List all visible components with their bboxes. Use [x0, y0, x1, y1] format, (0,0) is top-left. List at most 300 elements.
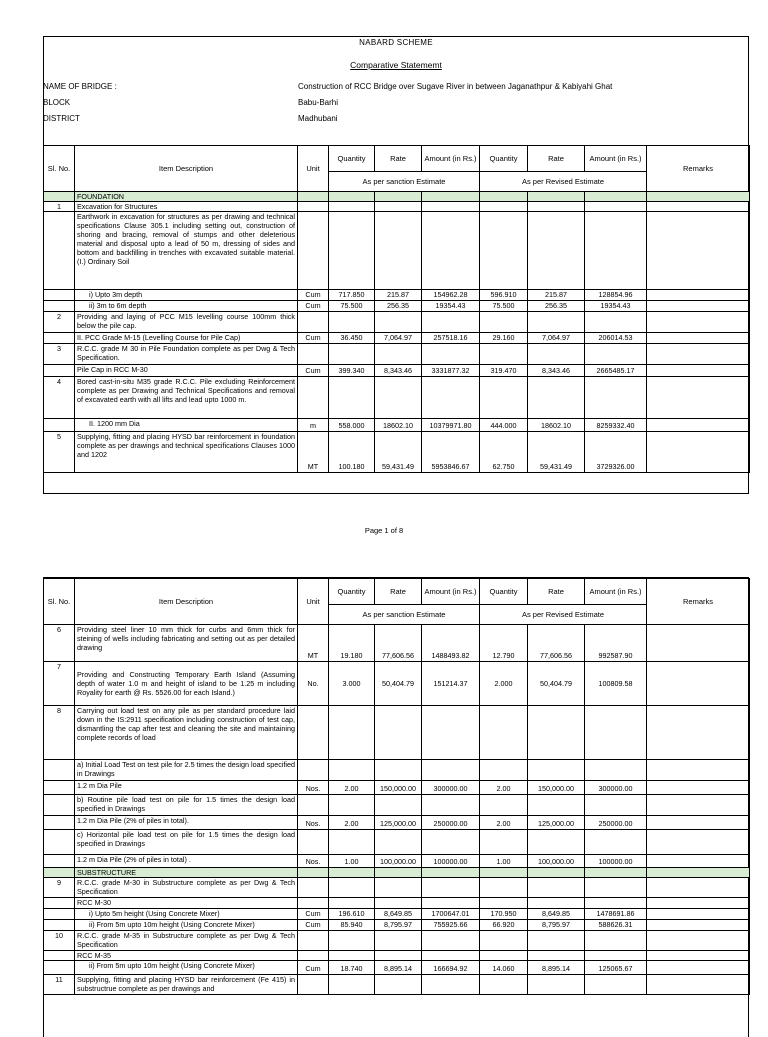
- remarks-cell: [647, 377, 750, 419]
- table-row: [44, 706, 750, 760]
- amount-cell: [422, 975, 480, 995]
- table-row: [44, 816, 750, 830]
- rate-cell: [375, 795, 422, 816]
- sl-no-cell: 11: [44, 975, 75, 995]
- quantity-cell: [329, 202, 375, 212]
- statement-page-2: [43, 577, 749, 1037]
- quantity-cell: [480, 312, 528, 333]
- district-value: Madhubani: [298, 114, 338, 123]
- remarks-cell: [647, 781, 750, 795]
- item-header: Item Description: [75, 146, 298, 192]
- rate-cell: 100,000.00: [528, 855, 585, 868]
- remarks-cell: [647, 855, 750, 868]
- amount-cell: [585, 878, 647, 898]
- quantity-cell: 170.950: [480, 909, 528, 920]
- unit-cell: [298, 898, 329, 909]
- table-row: [44, 432, 750, 473]
- item-description-cell: ii) From 5m upto 10m height (Using Concrete Mixer): [75, 961, 298, 975]
- unit-cell: [298, 344, 329, 365]
- item-description-cell: ii) 3m to 6m depth: [75, 301, 298, 312]
- amount-cell: [422, 344, 480, 365]
- unit-cell: MT: [298, 432, 329, 473]
- amount-cell: [585, 868, 647, 878]
- rate-cell: 18602.10: [528, 419, 585, 432]
- unit-cell: [298, 377, 329, 419]
- amount-cell: [422, 931, 480, 951]
- remarks-cell: [647, 202, 750, 212]
- unit-cell: Cum: [298, 961, 329, 975]
- amount-cell: [585, 830, 647, 855]
- sanction-header: As per sanction Estimate: [329, 172, 480, 192]
- block-value: Babu-Barhi: [298, 98, 339, 107]
- amount-cell: [422, 312, 480, 333]
- table-row: [44, 795, 750, 816]
- table-row: [44, 202, 750, 212]
- rate-cell: 7,064.97: [375, 333, 422, 344]
- table-row: [44, 898, 750, 909]
- quantity-cell: [329, 760, 375, 781]
- unit-cell: [298, 830, 329, 855]
- rate-cell: 50,404.79: [528, 662, 585, 706]
- unit-cell: [298, 202, 329, 212]
- rate-cell: [375, 706, 422, 760]
- amount-cell: 8259332.40: [585, 419, 647, 432]
- unit-cell: [298, 951, 329, 961]
- amount-cell: 992587.90: [585, 625, 647, 662]
- rate-cell: [375, 898, 422, 909]
- amount-cell: 166694.92: [422, 961, 480, 975]
- rate-cell: [528, 192, 585, 202]
- table-row: [44, 301, 750, 312]
- item-description-cell: II. 1200 mm Dia: [75, 419, 298, 432]
- unit-cell: [298, 868, 329, 878]
- sl-no-cell: [44, 760, 75, 781]
- statement-header: [44, 37, 748, 145]
- rate-cell: 77,606.56: [375, 625, 422, 662]
- rate-cell: 8,895.14: [528, 961, 585, 975]
- rate-cell: [375, 202, 422, 212]
- unit-cell: m: [298, 419, 329, 432]
- rate-cell: [375, 212, 422, 290]
- remarks-cell: [647, 432, 750, 473]
- rate-cell: 8,649.85: [375, 909, 422, 920]
- amount-cell: [422, 192, 480, 202]
- item-description-cell: FOUNDATION: [75, 192, 298, 202]
- sl-no-cell: [44, 920, 75, 931]
- amount-header: Amount (in Rs.): [585, 579, 647, 605]
- rate-cell: [528, 868, 585, 878]
- quantity-cell: 100.180: [329, 432, 375, 473]
- amount-cell: [585, 212, 647, 290]
- qty-header: Quantity: [480, 579, 528, 605]
- item-description-cell: i) Upto 5m height (Using Concrete Mixer): [75, 909, 298, 920]
- rate-cell: [528, 344, 585, 365]
- amount-cell: [585, 898, 647, 909]
- rate-cell: [375, 192, 422, 202]
- quantity-cell: 2.00: [480, 816, 528, 830]
- amount-cell: [585, 377, 647, 419]
- amount-header: Amount (in Rs.): [422, 146, 480, 172]
- comparative-table-page-2: [43, 578, 750, 995]
- unit-cell: [298, 975, 329, 995]
- quantity-cell: [480, 212, 528, 290]
- rate-cell: 18602.10: [375, 419, 422, 432]
- rate-cell: 215.87: [528, 290, 585, 301]
- unit-cell: [298, 212, 329, 290]
- table-row: [44, 781, 750, 795]
- sl-no-cell: 6: [44, 625, 75, 662]
- rate-cell: 59,431.49: [375, 432, 422, 473]
- quantity-cell: 2.00: [329, 816, 375, 830]
- item-description-cell: SUBSTRUCTURE: [75, 868, 298, 878]
- sl-no-cell: [44, 898, 75, 909]
- sl-header: Sl. No.: [44, 579, 75, 625]
- rate-cell: [375, 951, 422, 961]
- amount-cell: [422, 898, 480, 909]
- remarks-cell: [647, 290, 750, 301]
- table-row: [44, 975, 750, 995]
- remarks-cell: [647, 830, 750, 855]
- unit-cell: Nos.: [298, 816, 329, 830]
- quantity-cell: 12.790: [480, 625, 528, 662]
- table-row: [44, 951, 750, 961]
- item-description-cell: 1.2 m Dia Pile (2% of piles in total).: [75, 816, 298, 830]
- remarks-cell: [647, 795, 750, 816]
- amount-cell: 300000.00: [585, 781, 647, 795]
- rate-cell: [528, 898, 585, 909]
- quantity-cell: 18.740: [329, 961, 375, 975]
- table-row: [44, 878, 750, 898]
- table-row: [44, 961, 750, 975]
- table-row: [44, 931, 750, 951]
- rate-cell: 77,606.56: [528, 625, 585, 662]
- table-row: [44, 365, 750, 377]
- amount-cell: 250000.00: [585, 816, 647, 830]
- quantity-cell: 196.610: [329, 909, 375, 920]
- sl-no-cell: [44, 830, 75, 855]
- remarks-cell: [647, 951, 750, 961]
- scheme-title: NABARD SCHEME: [359, 38, 433, 47]
- item-description-cell: Pile Cap in RCC M-30: [75, 365, 298, 377]
- district-label: DISTRICT: [43, 114, 80, 123]
- quantity-cell: [329, 878, 375, 898]
- unit-cell: [298, 706, 329, 760]
- unit-cell: Cum: [298, 290, 329, 301]
- rate-cell: [528, 795, 585, 816]
- amount-cell: 125065.67: [585, 961, 647, 975]
- sl-no-cell: 5: [44, 432, 75, 473]
- remarks-cell: [647, 312, 750, 333]
- quantity-cell: [329, 795, 375, 816]
- rate-cell: [375, 878, 422, 898]
- item-description-cell: Bored cast-in-situ M35 grade R.C.C. Pile excluding Reinforcement complete as per Drawing and Technical Specifications and removal of excavated earth with all lifts and lead upto 1000 m.: [75, 377, 298, 419]
- sl-no-cell: [44, 290, 75, 301]
- sl-no-cell: [44, 781, 75, 795]
- rate-cell: [528, 202, 585, 212]
- quantity-cell: [329, 344, 375, 365]
- amount-cell: [422, 878, 480, 898]
- sl-no-cell: [44, 365, 75, 377]
- amount-cell: [585, 344, 647, 365]
- amount-cell: [422, 202, 480, 212]
- rate-cell: 8,649.85: [528, 909, 585, 920]
- rate-cell: [528, 760, 585, 781]
- sl-no-cell: 3: [44, 344, 75, 365]
- quantity-cell: 3.000: [329, 662, 375, 706]
- amount-cell: [585, 795, 647, 816]
- amount-cell: [585, 312, 647, 333]
- sl-no-cell: 7: [44, 662, 75, 706]
- table-body: [44, 579, 750, 995]
- table-row: [44, 344, 750, 365]
- rate-cell: 256.35: [528, 301, 585, 312]
- amount-cell: 100000.00: [585, 855, 647, 868]
- unit-cell: MT: [298, 625, 329, 662]
- unit-cell: [298, 931, 329, 951]
- rate-cell: 125,000.00: [375, 816, 422, 830]
- remarks-cell: [647, 365, 750, 377]
- quantity-cell: [480, 377, 528, 419]
- amount-cell: 250000.00: [422, 816, 480, 830]
- remarks-cell: [647, 909, 750, 920]
- sl-no-cell: [44, 909, 75, 920]
- amount-cell: 588626.31: [585, 920, 647, 931]
- quantity-cell: [480, 878, 528, 898]
- item-header: Item Description: [75, 579, 298, 625]
- quantity-cell: 2.00: [480, 781, 528, 795]
- sl-no-cell: [44, 868, 75, 878]
- amount-cell: 300000.00: [422, 781, 480, 795]
- quantity-cell: 444.000: [480, 419, 528, 432]
- quantity-cell: [480, 975, 528, 995]
- quantity-cell: 29.160: [480, 333, 528, 344]
- amount-cell: [422, 830, 480, 855]
- item-description-cell: 1.2 m Dia Pile (2% of piles in total) .: [75, 855, 298, 868]
- remarks-cell: [647, 760, 750, 781]
- block-label: BLOCK: [43, 98, 71, 107]
- sl-no-cell: 2: [44, 312, 75, 333]
- sl-no-cell: 9: [44, 878, 75, 898]
- sl-no-cell: [44, 333, 75, 344]
- quantity-cell: [480, 760, 528, 781]
- amount-cell: 154962.28: [422, 290, 480, 301]
- item-description-cell: c) Horizontal pile load test on pile for 1.5 times the design load specified in Drawings: [75, 830, 298, 855]
- amount-cell: 19354.43: [585, 301, 647, 312]
- rate-cell: 150,000.00: [528, 781, 585, 795]
- item-description-cell: Supplying, fitting and placing HYSD bar reinforcement in foundation complete as per drawings and technical specifications Clauses 1000 and 1202: [75, 432, 298, 473]
- sl-no-cell: [44, 855, 75, 868]
- rate-header: Rate: [528, 579, 585, 605]
- rate-cell: 150,000.00: [375, 781, 422, 795]
- remarks-cell: [647, 868, 750, 878]
- sl-no-cell: 4: [44, 377, 75, 419]
- rate-cell: [528, 312, 585, 333]
- amount-cell: 1488493.82: [422, 625, 480, 662]
- rate-cell: 7,064.97: [528, 333, 585, 344]
- amount-cell: [585, 760, 647, 781]
- bridge-label: NAME OF BRIDGE :: [43, 82, 117, 91]
- page-number: Page 1 of 8: [364, 526, 404, 535]
- quantity-cell: 14.060: [480, 961, 528, 975]
- quantity-cell: 2.00: [329, 781, 375, 795]
- table-row: [44, 868, 750, 878]
- quantity-cell: [329, 706, 375, 760]
- revised-header: As per Revised Estimate: [480, 172, 647, 192]
- quantity-cell: [480, 344, 528, 365]
- sl-no-cell: [44, 212, 75, 290]
- amount-cell: 1478691.86: [585, 909, 647, 920]
- unit-cell: Cum: [298, 920, 329, 931]
- quantity-cell: 596.910: [480, 290, 528, 301]
- table-row: [44, 312, 750, 333]
- quantity-cell: 1.00: [480, 855, 528, 868]
- quantity-cell: [329, 377, 375, 419]
- table-row: [44, 662, 750, 706]
- item-description-cell: RCC M-35: [75, 951, 298, 961]
- remarks-cell: [647, 920, 750, 931]
- unit-cell: [298, 192, 329, 202]
- statement-title: Comparative Statememt: [350, 60, 442, 70]
- item-description-cell: Providing steel liner 10 mm thick for curbs and 6mm thick for steining of wells including fabricating and setting out as per detailed drawing: [75, 625, 298, 662]
- qty-header: Quantity: [329, 146, 375, 172]
- sl-no-cell: [44, 795, 75, 816]
- item-description-cell: Providing and Constructing Temporary Earth Island (Assuming depth of water 1.0 m and height of island to be 1.25 m including Royality for earth @ Rs. 5526.00 for each Island.): [75, 662, 298, 706]
- sl-no-cell: 1: [44, 202, 75, 212]
- rate-cell: [528, 830, 585, 855]
- sl-no-cell: 8: [44, 706, 75, 760]
- quantity-cell: 717.850: [329, 290, 375, 301]
- remarks-cell: [647, 625, 750, 662]
- unit-cell: [298, 878, 329, 898]
- amount-cell: [585, 202, 647, 212]
- quantity-cell: 19.180: [329, 625, 375, 662]
- table-row: [44, 377, 750, 419]
- sanction-header: As per sanction Estimate: [329, 605, 480, 625]
- remarks-cell: [647, 333, 750, 344]
- quantity-cell: 399.340: [329, 365, 375, 377]
- amount-cell: 3331877.32: [422, 365, 480, 377]
- rate-cell: [375, 868, 422, 878]
- amount-cell: 100000.00: [422, 855, 480, 868]
- quantity-cell: [329, 212, 375, 290]
- quantity-cell: [480, 830, 528, 855]
- table-row: [44, 625, 750, 662]
- amount-cell: 755925.66: [422, 920, 480, 931]
- quantity-cell: [329, 975, 375, 995]
- amount-cell: [585, 975, 647, 995]
- table-row: [44, 855, 750, 868]
- header-row: [44, 579, 750, 605]
- item-description-cell: ii) From 5m upto 10m height (Using Concrete Mixer): [75, 920, 298, 931]
- remarks-header: Remarks: [647, 579, 750, 625]
- rate-cell: 100,000.00: [375, 855, 422, 868]
- sl-no-cell: [44, 961, 75, 975]
- item-description-cell: b) Routine pile load test on pile for 1.5 times the design load specified in Drawings: [75, 795, 298, 816]
- amount-cell: 151214.37: [422, 662, 480, 706]
- sl-no-cell: [44, 419, 75, 432]
- rate-cell: [375, 312, 422, 333]
- table-row: [44, 192, 750, 202]
- unit-cell: Cum: [298, 333, 329, 344]
- table-row: [44, 920, 750, 931]
- quantity-cell: 75.500: [480, 301, 528, 312]
- unit-header: Unit: [298, 146, 329, 192]
- amount-cell: [422, 868, 480, 878]
- sl-no-cell: [44, 301, 75, 312]
- quantity-cell: 558.000: [329, 419, 375, 432]
- amount-cell: [585, 706, 647, 760]
- amount-header: Amount (in Rs.): [422, 579, 480, 605]
- remarks-cell: [647, 706, 750, 760]
- rate-cell: 125,000.00: [528, 816, 585, 830]
- rate-cell: [375, 760, 422, 781]
- amount-cell: [422, 377, 480, 419]
- remarks-cell: [647, 662, 750, 706]
- sl-no-cell: [44, 951, 75, 961]
- unit-cell: Cum: [298, 365, 329, 377]
- rate-cell: 59,431.49: [528, 432, 585, 473]
- item-description-cell: R.C.C. grade M-35 in Substructure complete as per Dwg & Tech Specification: [75, 931, 298, 951]
- rate-cell: 8,343.46: [528, 365, 585, 377]
- quantity-cell: 36.450: [329, 333, 375, 344]
- quantity-cell: [480, 868, 528, 878]
- table-row: [44, 212, 750, 290]
- item-description-cell: Providing and laying of PCC M15 levelling course 100mm thick below the pile cap.: [75, 312, 298, 333]
- quantity-cell: [480, 202, 528, 212]
- quantity-cell: 66.920: [480, 920, 528, 931]
- amount-cell: 19354.43: [422, 301, 480, 312]
- amount-cell: [422, 951, 480, 961]
- quantity-cell: 62.750: [480, 432, 528, 473]
- amount-cell: [585, 192, 647, 202]
- rate-cell: 256.35: [375, 301, 422, 312]
- rate-cell: [375, 931, 422, 951]
- sl-no-cell: [44, 816, 75, 830]
- rate-cell: 50,404.79: [375, 662, 422, 706]
- remarks-cell: [647, 344, 750, 365]
- quantity-cell: 1.00: [329, 855, 375, 868]
- quantity-cell: [480, 931, 528, 951]
- amount-cell: 257518.16: [422, 333, 480, 344]
- remarks-cell: [647, 878, 750, 898]
- amount-cell: [422, 760, 480, 781]
- table-body: [44, 146, 750, 473]
- remarks-cell: [647, 419, 750, 432]
- statement-page-1: [43, 36, 749, 494]
- remarks-cell: [647, 975, 750, 995]
- item-description-cell: Excavation for Structures: [75, 202, 298, 212]
- revised-header: As per Revised Estimate: [480, 605, 647, 625]
- rate-cell: [375, 377, 422, 419]
- table-row: [44, 333, 750, 344]
- rate-cell: [528, 377, 585, 419]
- quantity-cell: 319.470: [480, 365, 528, 377]
- amount-cell: [585, 951, 647, 961]
- unit-cell: Nos.: [298, 855, 329, 868]
- unit-cell: Cum: [298, 909, 329, 920]
- sl-no-cell: [44, 192, 75, 202]
- item-description-cell: Carrying out load test on any pile as per standard procedure laid down in the IS:2911 specification including construction of test cap, dismantling the cap after test and cleaning the site and maintaining complete records of load: [75, 706, 298, 760]
- quantity-cell: [329, 951, 375, 961]
- header-row: [44, 146, 750, 172]
- rate-cell: 8,343.46: [375, 365, 422, 377]
- remarks-cell: [647, 212, 750, 290]
- amount-cell: 3729326.00: [585, 432, 647, 473]
- rate-cell: [528, 931, 585, 951]
- rate-cell: 8,795.97: [375, 920, 422, 931]
- amount-cell: 206014.53: [585, 333, 647, 344]
- rate-cell: 215.87: [375, 290, 422, 301]
